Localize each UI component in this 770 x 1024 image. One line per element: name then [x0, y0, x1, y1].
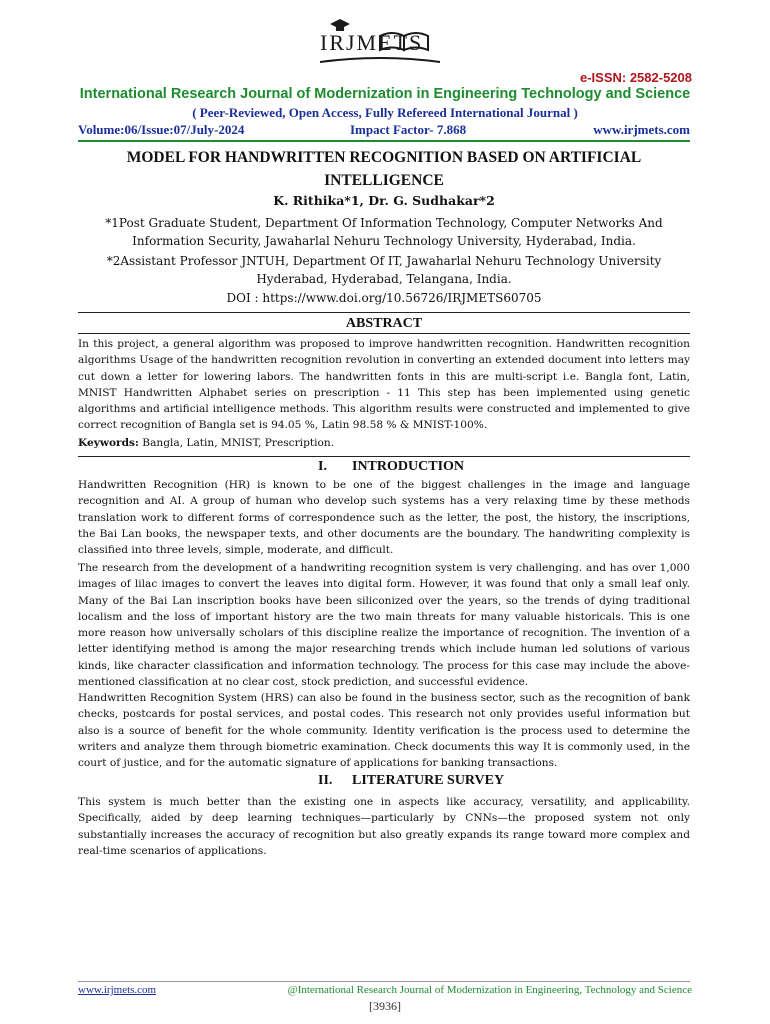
keywords-label: Keywords: — [78, 437, 139, 449]
authors: K. Rithika*1, Dr. G. Sudhakar*2 — [273, 193, 495, 208]
abstract-text: In this project, a general algorithm was proposed to improve handwritten recognition. Handwritten recognition algorithms Usage of the handwritten recognition revolution in converting an extended document into letters may cut down a letter for lowering labors. The handwritten fonts in this are multi-script i.e. Bangla font, Latin, MNIST Handwritten Alphabet series on prescription - 11 This step has been implemented using genetic algorithms and artificial intelligence methods. This algorithm results were constructed and implemented to give correct recognition of Bangla set is 94.05 %, Latin 98.58 % & MNIST-100%. — [78, 338, 690, 432]
section-1-title: INTRODUCTION — [352, 459, 465, 474]
abstract-rule-top — [78, 312, 690, 313]
affiliation-2-line-2: Hyderabad, Hyderabad, Telangana, India. — [256, 272, 512, 286]
affiliation-2 — [78, 252, 690, 288]
intro-paragraph-1: Handwritten Recognition (HR) is known to be one of the biggest challenges in the image and language recognition and AI. A group of human who develop such systems has a very relaxing time by these methods translation work to different forms of correspondence such as the letter, the post, the history, the inscriptions, the Bai Lan books, the newspaper texts, and other documents are the boundary. The handwriting complexity is classified into three levels, simple, moderate, and difficult. — [78, 479, 690, 557]
intro-rule — [78, 456, 690, 457]
logo-text: IRJMETS — [320, 30, 424, 55]
eissn: e-ISSN: 2582-5208 — [579, 70, 692, 85]
volume-issue: Volume:06/Issue:07/July-2024 — [78, 122, 245, 137]
page-number: [3936] — [369, 999, 401, 1013]
affiliation-1 — [78, 214, 690, 250]
journal-name: International Research Journal of Modernization in Engineering Technology and Science — [79, 86, 691, 102]
keywords-text: Bangla, Latin, MNIST, Prescription. — [138, 437, 335, 449]
footer-copyright: @International Research Journal of Modernization in Engineering, Technology and Science — [287, 984, 692, 996]
abstract-heading: ABSTRACT — [345, 316, 423, 331]
impact-factor: Impact Factor- 7.868 — [350, 122, 467, 137]
paper-title — [78, 146, 690, 192]
section-2-title: LITERATURE SURVEY — [352, 773, 505, 788]
footer-divider — [78, 981, 690, 982]
section-1-number: I. — [318, 459, 327, 474]
title-line-2: INTELLIGENCE — [324, 172, 444, 189]
affiliation-1-line-2: Information Security, Jawaharlal Nehuru Technology University, Hyderabad, India. — [132, 234, 636, 248]
keywords — [78, 437, 690, 449]
abstract-rule-bottom — [78, 333, 690, 334]
peer-review-line: ( Peer-Reviewed, Open Access, Fully Refereed International Journal ) — [192, 105, 578, 120]
intro-paragraph-3: Handwritten Recognition System (HRS) can also be found in the business sector, such as the recognition of bank checks, postcards for postal services, and postal codes. This research not only provides useful information but also is a source of benefit for the whole community. Identity verification is the process used to determine the writers and analyze them through biometric examination. Check documents this way It is commonly used, in the court of justice, and for the automatic signature of applications for banking transactions. — [78, 692, 690, 770]
footer-website-link[interactable]: www.irjmets.com — [78, 984, 157, 996]
header-divider — [78, 140, 690, 142]
literature-paragraph-1: This system is much better than the existing one in aspects like accuracy, versatility, and applicability. Specifically, aided by deep learning techniques—particularly by CNNs—the proposed system not only substantially increases the accuracy of recognition but also greatly expands its range toward more complex and real-time scenarios of applications. — [78, 796, 690, 857]
affiliation-2-line-1: *2Assistant Professor JNTUH, Department Of IT, Jawaharlal Nehuru Technology University — [106, 254, 662, 268]
journal-website[interactable]: www.irjmets.com — [593, 122, 690, 137]
intro-paragraph-2: The research from the development of a handwriting recognition system is very challenging. and has over 1,000 images of lilac images to convert the leaves into digital form. However, it was found that only a small leaf only. Many of the Bai Lan inscription books have been siliconized over the years, so the trends of dying traditional localism and the loss of important history are the two main threats for many valuable historicals. This is one more reason how universally scholars of this discipline realize the importance of recognition. The invention of a letter identifying method is among the major researching trends which include human led solutions of various kinds, like character classification and information technology. The process for this case may include the above-mentioned classification at no clear cost, stock prediction, and successful evidence. — [78, 562, 690, 689]
title-line-1: MODEL FOR HANDWRITTEN RECOGNITION BASED ON ARTIFICIAL — [126, 149, 642, 166]
section-2-number: II. — [318, 773, 333, 788]
affiliation-1-line-1: *1Post Graduate Student, Department Of Information Technology, Computer Networks And — [105, 216, 663, 230]
doi[interactable]: DOI : https://www.doi.org/10.56726/IRJMETS60705 — [226, 291, 542, 305]
